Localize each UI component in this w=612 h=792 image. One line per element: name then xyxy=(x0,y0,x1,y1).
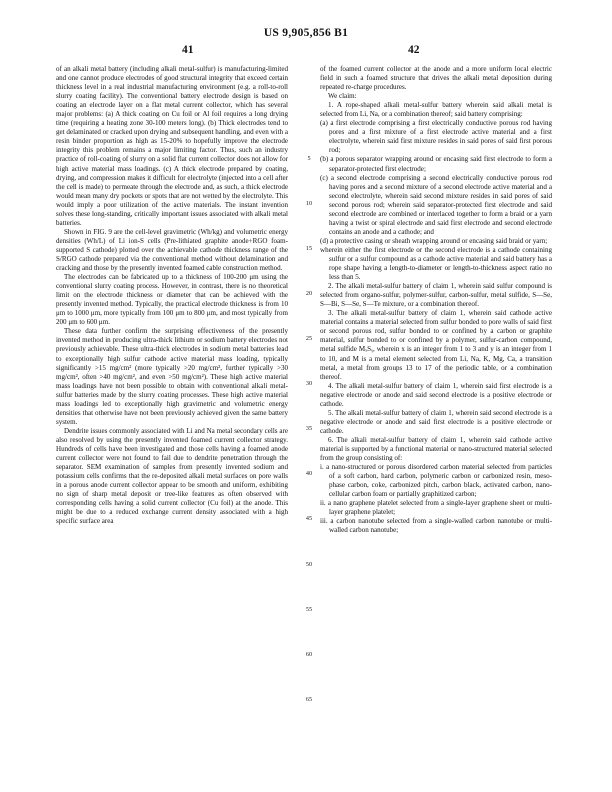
claim-6: 6. The alkali metal-sulfur battery of claim 1, wherein said cathode active material is supported by a functional material or nano-structured material selected from the group consisting of: xyxy=(320,435,552,463)
left-page-number: 41 xyxy=(182,44,194,56)
right-paragraph: of the foamed current collector at the anode and a more uniform local electric field in such a foamed structure that drives the alkali metal deposition during repeated re-charge procedures. xyxy=(320,65,552,92)
claim-4: 4. The alkali metal-sulfur battery of claim 1, wherein said first electrode is a negative electrode or anode and said second electrode is a positive electrode or cathode. xyxy=(320,381,552,408)
claim-6-item-ii: ii. a nano graphene platelet selected from a single-layer graphene sheet or multi-layer graphene platelet; xyxy=(320,499,552,517)
line-number: 65 xyxy=(305,696,313,703)
right-column xyxy=(320,65,552,535)
claim-1: 1. A rope-shaped alkali metal-sulfur battery wherein said alkali metal is selected from Li, Na, or a combination thereof; said battery comprising: xyxy=(320,101,552,119)
left-paragraph: These data further confirm the surprising effectiveness of the presently invented method in producing ultra-thick lithium or sodium battery electrodes not previously achievable. These ultra-thick electrodes in sodium metal batteries lead to exceptionally high sulfur cathode active material mass loading, typically significantly >15 mg/cm² (more typically >20 mg/cm², further typically >30 mg/cm², often >40 mg/cm², and even >50 mg/cm²). These high active material mass loadings have not been possible to obtain with conventional alkali metal-sulfur batteries made by the slurry coating processes. These high active material mass loadings led to exceptionally high gravimetric and volumetric energy densities that otherwise have not been previously achieved given the same battery system. xyxy=(56,327,288,426)
line-number: 40 xyxy=(305,470,313,477)
line-number: 20 xyxy=(305,290,313,297)
left-paragraph: Shown in FIG. 9 are the cell-level gravimetric (Wh/kg) and volumetric energy densities (Wh/L) of Li ion-S cells (Pre-lithiated graphite anode+RGO foam-supported S cathode) plotted over the achievable cathode thickness range of the S/RGO cathode prepared via the conventional method without delamination and cracking and those by the presently invented foamed cable construction method. xyxy=(56,227,288,273)
claim-1-element-a: (a) a first electrode comprising a first electrically conductive porous rod having pores and a first mixture of a first electrode active material and a first electrolyte, wherein said first mixture resides in said pores of said first porous rod; xyxy=(320,119,552,155)
claim-6-item-i: i. a nano-structured or porous disordered carbon material selected from particles of a soft carbon, hard carbon, polymeric carbon or carbonized resin, meso-phase carbon, coke, carbonized pitch, carbon black, activated carbon, nano-cellular carbon foam or partially graphitized carbon; xyxy=(320,463,552,499)
line-number: 50 xyxy=(305,561,313,568)
claim-5: 5. The alkali metal-sulfur battery of claim 1, wherein said second electrode is a negative electrode or anode and said first electrode is a positive electrode or cathode. xyxy=(320,408,552,435)
claim-1-wherein: wherein either the first electrode or the second electrode is a cathode containing sulfur or a sulfur compound as a cathode active material and said battery has a rope shape having a length-to-diameter or length-to-thickness aspect ratio no less than 5. xyxy=(320,245,552,282)
right-page-number: 42 xyxy=(408,44,420,56)
claim-2: 2. The alkali metal-sulfur battery of claim 1, wherein said sulfur compound is selected from organo-sulfur, polymer-sulfur, carbon-sulfur, metal sulfide, S—Se, S—Bi, S—Se, S—Te mixture, or a combination thereof. xyxy=(320,282,552,309)
claim-1-element-c: (c) a second electrode comprising a second electrically conductive porous rod having pores and a second mixture of a second electrode active material and a second electrolyte, wherein said second mixture resides in said pores of said second porous rod; wherein said separator-protected first electrode and said second electrode are combined or interlaced together to form a braid or a yarn having a twist or spiral electrode and said first electrode and second electrode contains an anode and a cathode; and xyxy=(320,173,552,236)
left-paragraph: Dendrite issues commonly associated with Li and Na metal secondary cells are also resolved by using the presently invented foamed current collector strategy. Hundreds of cells have been investigated and those cells having a foamed anode current collector were not found to fail due to dendrite penetration through the separator. SEM examination of samples from presently invented sodium and potassium cells confirms that the re-deposited alkali metal surfaces on pore walls in a porous anode current collector appear to be smooth and uniform, exhibiting no sign of sharp metal deposit or tree-like features as often observed with corresponding cells having a solid current collector (Cu foil) at the anode. This might be due to a reduced exchange current density associated with a high specific surface area xyxy=(56,426,288,526)
claim-1-element-d: (d) a protective casing or sheath wrapping around or encasing said braid or yarn; xyxy=(320,236,548,245)
claim-6-item-iii: iii. a carbon nanotube selected from a single-walled carbon nanotube or multi-walled carbon nanotube; xyxy=(320,517,552,535)
left-column xyxy=(56,65,288,526)
line-number: 15 xyxy=(305,245,313,252)
line-number: 30 xyxy=(305,380,313,387)
line-number: 45 xyxy=(305,515,313,522)
patent-number: US 9,905,856 B1 xyxy=(263,27,349,39)
line-number: 60 xyxy=(305,651,313,658)
line-number: 35 xyxy=(305,425,313,432)
claim-3: 3. The alkali metal-sulfur battery of claim 1, wherein said cathode active material contains a material selected from sulfur bonded to pore walls of said first or second porous rod, sulfur bonded to or confined by a carbon or graphite material, sulfur bonded to or confined by a polymer, sulfur-carbon compound, metal sulfide MₓSᵧ, wherein x is an integer from 1 to 3 and y is an integer from 1 to 10, and M is a metal element selected from Li, Na, K, Mg, Ca, a transition metal, a metal from groups 13 to 17 of the periodic table, or a combination thereof. xyxy=(320,309,552,381)
left-paragraph: The electrodes can be fabricated up to a thickness of 100-200 μm using the conventional slurry coating process. However, in contrast, there is no theoretical limit on the electrode thickness or diameter that can be achieved with the presently invented method. Typically, the practical electrode thickness is from 10 μm to 1000 μm, more typically from 100 μm to 800 μm, and most typically from 200 μm to 600 μm. xyxy=(56,273,288,327)
line-number: 55 xyxy=(305,606,313,613)
line-number: 10 xyxy=(305,200,313,207)
left-paragraph: of an alkali metal battery (including alkali metal-sulfur) is manufacturing-limited and one cannot produce electrodes of good structural integrity that exceed certain thickness level in a real industrial manufacturing environment (e.g. a roll-to-roll slurry coating facility). The conventional battery electrode design is based on coating an electrode layer on a flat metal current collector, which has several major problems: (a) A thick coating on Cu foil or Al foil requires a long drying time (requiring a heating zone 30-100 meters long). (b) Thick electrodes tend to get delaminated or cracked upon drying and subsequent handling, and even with a resin binder proportion as high as 15-20% to hopefully improve the electrode integrity this problem remains a major limiting factor. Thus, such an industry practice of roll-coating of slurry on a solid flat current collector does not allow for high active material mass loadings. (c) A thick electrode prepared by coating, drying, and compression makes it difficult for electrolyte (injected into a cell after the cell is made) to permeate through the electrode and, as such, a thick electrode would mean many dry pockets or spots that are not wetted by the electrolyte. This would imply a poor utilization of the active materials. The instant invention solves these long-standing, critically important issues associated with alkali metal batteries. xyxy=(56,65,288,227)
claim-1-element-b: (b) a porous separator wrapping around or encasing said first electrode to form a separator-protected first electrode; xyxy=(320,155,552,173)
line-number: 25 xyxy=(305,335,313,342)
line-number: 5 xyxy=(307,155,311,162)
we-claim-heading: We claim: xyxy=(328,92,357,101)
